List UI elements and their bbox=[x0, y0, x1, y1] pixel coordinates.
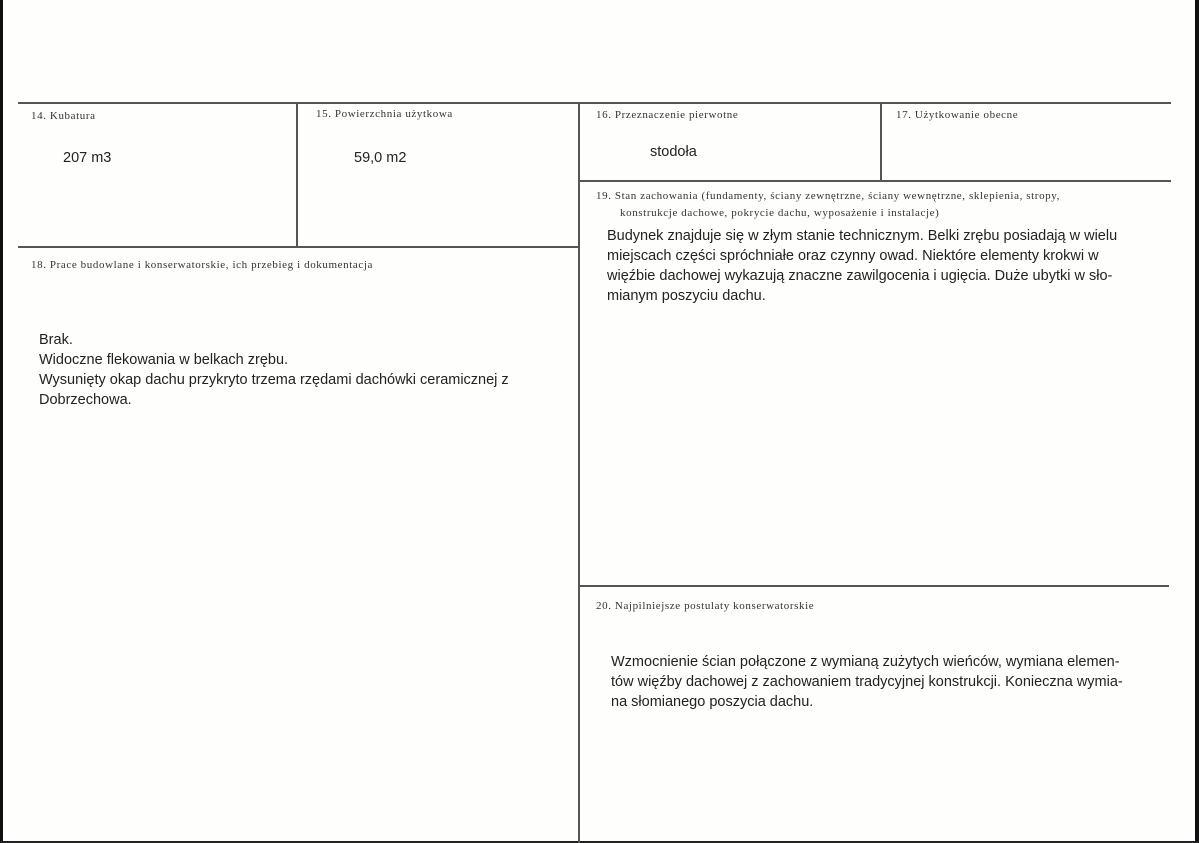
field-20-label: 20. Najpilniejsze postulaty konserwatorskie bbox=[596, 600, 815, 612]
field-18-text bbox=[39, 330, 569, 410]
field-20-line: Wzmocnienie ścian połączone z wymianą zużytych wieńców, wymiana elemen- bbox=[611, 654, 1120, 670]
rule-above-20 bbox=[580, 585, 1169, 587]
center-divider bbox=[578, 102, 580, 843]
field-19-label-line2: konstrukcje dachowe, pokrycie dachu, wyposażenie i instalacje) bbox=[620, 207, 940, 219]
rule-above-18 bbox=[18, 246, 580, 248]
field-18-line: Dobrzechowa. bbox=[39, 392, 132, 408]
field-19-label-line1: 19. Stan zachowania (fundamenty, ściany zewnętrzne, ściany wewnętrzne, sklepienia, stropy, bbox=[596, 190, 1061, 202]
field-19-text bbox=[607, 226, 1157, 306]
field-16-value: stodoła bbox=[650, 144, 697, 160]
field-14-value: 207 m3 bbox=[63, 150, 112, 166]
field-20-line: na słomianego poszycia dachu. bbox=[611, 694, 814, 710]
field-19-line: mianym poszyciu dachu. bbox=[607, 288, 766, 304]
card-right-edge bbox=[1195, 0, 1199, 843]
field-19-line: Budynek znajduje się w złym stanie technicznym. Belki zrębu posiadają w wielu bbox=[607, 228, 1118, 244]
field-18-line: Wysunięty okap dachu przykryto trzema rzędami dachówki ceramicznej z bbox=[39, 372, 509, 388]
rule-under-16-17 bbox=[580, 180, 1171, 182]
field-20-text bbox=[611, 652, 1156, 712]
top-rule bbox=[18, 102, 1171, 104]
field-18-line: Brak. bbox=[39, 332, 73, 348]
field-18-line: Widoczne flekowania w belkach zrębu. bbox=[39, 352, 289, 368]
field-15-value: 59,0 m2 bbox=[354, 150, 407, 166]
field-19-line: więźbie dachowej wykazują znaczne zawilgocenia i ugięcia. Duże ubytki w sło- bbox=[607, 268, 1113, 284]
field-18-label: 18. Prace budowlane i konserwatorskie, ich przebieg i dokumentacja bbox=[31, 259, 373, 271]
field-16-label: 16. Przeznaczenie pierwotne bbox=[596, 109, 739, 121]
field-20-line: tów więźby dachowej z zachowaniem tradycyjnej konstrukcji. Konieczna wymia- bbox=[611, 674, 1123, 690]
field-15-label: 15. Powierzchnia użytkowa bbox=[316, 108, 453, 120]
divider-16-17 bbox=[880, 102, 882, 180]
field-19-line: miejscach części spróchniałe oraz czynny owad. Niektóre elementy krokwi w bbox=[607, 248, 1099, 264]
card-left-edge bbox=[0, 0, 3, 843]
field-14-label: 14. Kubatura bbox=[31, 110, 96, 122]
field-17-label: 17. Użytkowanie obecne bbox=[896, 109, 1019, 121]
divider-14-15 bbox=[296, 102, 298, 247]
